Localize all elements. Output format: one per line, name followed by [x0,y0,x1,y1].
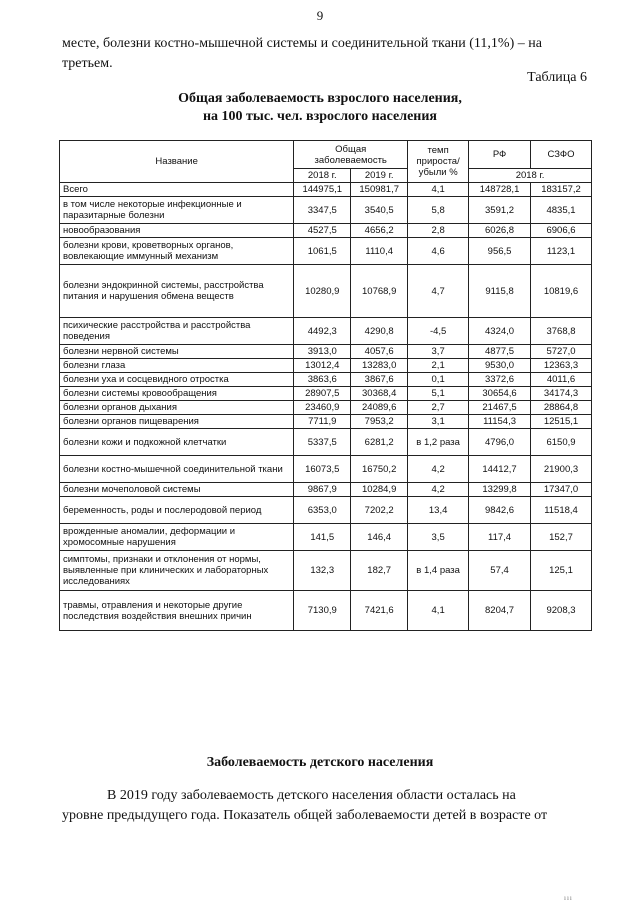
growth-rate-cell: 3,1 [408,415,469,429]
rf-value-cell: 4324,0 [469,318,531,345]
growth-rate-cell: 5,8 [408,197,469,224]
value-2019-cell: 24089,6 [351,401,408,415]
row-name-cell: болезни глаза [60,359,294,373]
value-2018-cell: 1061,5 [294,238,351,265]
row-name-cell: врожденные аномалии, деформации и хромосомные нарушения [60,524,294,551]
szfo-value-cell: 10819,6 [531,265,592,318]
rf-value-cell: 9842,6 [469,497,531,524]
rf-value-cell: 8204,7 [469,591,531,631]
paragraph-line: В 2019 году заболеваемость детского населения области осталась на [107,788,516,803]
table-row [60,429,592,456]
row-name-cell: симптомы, признаки и отклонения от нормы, выявленные при клинических и лабораторных исследованиях [60,551,294,591]
rf-value-cell: 13299,8 [469,483,531,497]
value-2019-cell: 146,4 [351,524,408,551]
value-2019-cell: 10768,9 [351,265,408,318]
row-name-cell: болезни системы кровообращения [60,387,294,401]
rf-value-cell: 956,5 [469,238,531,265]
szfo-value-cell: 12363,3 [531,359,592,373]
row-name-cell: болезни крови, кроветворных органов, вовлекающие иммунный механизм [60,238,294,265]
table-row [60,524,592,551]
szfo-value-cell: 6906,6 [531,224,592,238]
szfo-value-cell: 4011,6 [531,373,592,387]
table-row [60,551,592,591]
table-row [60,265,592,318]
value-2018-cell: 132,3 [294,551,351,591]
row-name-cell: болезни костно-мышечной соединительной ткани [60,456,294,483]
growth-rate-cell: 13,4 [408,497,469,524]
intro-line: месте, болезни костно-мышечной системы и соединительной ткани (11,1%) – на [62,36,542,51]
value-2018-cell: 3347,5 [294,197,351,224]
growth-rate-cell: 2,7 [408,401,469,415]
value-2019-cell: 7202,2 [351,497,408,524]
table-title-line: Общая заболеваемость взрослого населения, [178,91,462,106]
header-growth-rate [408,141,469,183]
body-paragraph [62,786,587,826]
header-szfo: СЗФО [531,141,592,169]
growth-rate-cell: 5,1 [408,387,469,401]
row-name-cell: новообразования [60,224,294,238]
table-row [60,224,592,238]
header-year-2018: 2018 г. [294,169,351,183]
value-2018-cell: 10280,9 [294,265,351,318]
row-name-cell: психические расстройства и расстройства поведения [60,318,294,345]
value-2019-cell: 7953,2 [351,415,408,429]
rf-value-cell: 14412,7 [469,456,531,483]
page-number: 9 [316,8,324,23]
morbidity-table [59,140,592,631]
growth-rate-cell: 4,2 [408,456,469,483]
szfo-value-cell: 34174,3 [531,387,592,401]
growth-rate-cell: в 1,4 раза [408,551,469,591]
table-body [60,183,592,631]
rf-value-cell: 6026,8 [469,224,531,238]
header-general-line: заболеваемость [314,154,387,166]
header-rate-line: убыли % [418,167,458,178]
header-rf: РФ [469,141,531,169]
szfo-value-cell: 21900,3 [531,456,592,483]
table-row [60,197,592,224]
szfo-value-cell: 28864,8 [531,401,592,415]
row-name-cell: болезни эндокринной системы, расстройства питания и нарушения обмена веществ [60,265,294,318]
value-2018-cell: 4492,3 [294,318,351,345]
row-name-cell: болезни органов пищеварения [60,415,294,429]
value-2018-cell: 5337,5 [294,429,351,456]
growth-rate-cell: 2,1 [408,359,469,373]
value-2019-cell: 7421,6 [351,591,408,631]
table-row [60,497,592,524]
header-year-2018-shared: 2018 г. [469,169,592,183]
szfo-value-cell: 125,1 [531,551,592,591]
row-name-cell: болезни органов дыхания [60,401,294,415]
value-2018-cell: 23460,9 [294,401,351,415]
szfo-value-cell: 183157,2 [531,183,592,197]
value-2019-cell: 4057,6 [351,345,408,359]
value-2019-cell: 30368,4 [351,387,408,401]
szfo-value-cell: 12515,1 [531,415,592,429]
row-name-cell: в том числе некоторые инфекционные и паразитарные болезни [60,197,294,224]
growth-rate-cell: 3,5 [408,524,469,551]
growth-rate-cell: 0,1 [408,373,469,387]
growth-rate-cell: 4,1 [408,591,469,631]
szfo-value-cell: 17347,0 [531,483,592,497]
szfo-value-cell: 4835,1 [531,197,592,224]
table-row [60,238,592,265]
header-general-morbidity [294,141,408,169]
szfo-value-cell: 6150,9 [531,429,592,456]
rf-value-cell: 9115,8 [469,265,531,318]
rf-value-cell: 148728,1 [469,183,531,197]
rf-value-cell: 9530,0 [469,359,531,373]
szfo-value-cell: 3768,8 [531,318,592,345]
value-2019-cell: 3867,6 [351,373,408,387]
growth-rate-cell: -4,5 [408,318,469,345]
value-2018-cell: 7711,9 [294,415,351,429]
row-name-cell: болезни кожи и подкожной клетчатки [60,429,294,456]
paragraph-line: уровне предыдущего года. Показатель общей заболеваемости детей в возрасте от [62,808,548,823]
table-row [60,373,592,387]
table-row [60,456,592,483]
intro-paragraph [62,34,587,74]
table-title-line: на 100 тыс. чел. взрослого населения [202,109,438,124]
value-2018-cell: 16073,5 [294,456,351,483]
header-rate-line: прироста/ [416,156,460,167]
value-2018-cell: 9867,9 [294,483,351,497]
rf-value-cell: 21467,5 [469,401,531,415]
value-2018-cell: 144975,1 [294,183,351,197]
value-2019-cell: 6281,2 [351,429,408,456]
szfo-value-cell: 152,7 [531,524,592,551]
value-2019-cell: 10284,9 [351,483,408,497]
value-2019-cell: 1110,4 [351,238,408,265]
value-2019-cell: 182,7 [351,551,408,591]
footer-mark: ııı [564,894,573,902]
growth-rate-cell: 4,6 [408,238,469,265]
table-row [60,591,592,631]
rf-value-cell: 30654,6 [469,387,531,401]
row-name-cell: болезни уха и сосцевидного отростка [60,373,294,387]
table-row [60,387,592,401]
header-general-line: Общая [335,143,367,155]
value-2018-cell: 28907,5 [294,387,351,401]
growth-rate-cell: в 1,2 раза [408,429,469,456]
table-row [60,401,592,415]
value-2018-cell: 3913,0 [294,345,351,359]
szfo-value-cell: 11518,4 [531,497,592,524]
table-title [0,90,640,126]
rf-value-cell: 11154,3 [469,415,531,429]
szfo-value-cell: 9208,3 [531,591,592,631]
growth-rate-cell: 3,7 [408,345,469,359]
szfo-value-cell: 5727,0 [531,345,592,359]
growth-rate-cell: 4,7 [408,265,469,318]
intro-line: третьем. [62,56,113,71]
value-2018-cell: 3863,6 [294,373,351,387]
table-number: Таблица 6 [527,70,587,85]
table-row [60,483,592,497]
table-row [60,359,592,373]
row-name-cell: беременность, роды и послеродовой период [60,497,294,524]
growth-rate-cell: 2,8 [408,224,469,238]
header-rate-line: темп [427,145,449,156]
value-2019-cell: 16750,2 [351,456,408,483]
rf-value-cell: 3591,2 [469,197,531,224]
row-name-cell: травмы, отравления и некоторые другие последствия воздействия внешних причин [60,591,294,631]
value-2019-cell: 3540,5 [351,197,408,224]
row-name-cell: Всего [60,183,294,197]
value-2019-cell: 4656,2 [351,224,408,238]
rf-value-cell: 117,4 [469,524,531,551]
rf-value-cell: 4877,5 [469,345,531,359]
value-2018-cell: 6353,0 [294,497,351,524]
table-row [60,183,592,197]
growth-rate-cell: 4,1 [408,183,469,197]
table-row [60,318,592,345]
rf-value-cell: 3372,6 [469,373,531,387]
value-2019-cell: 150981,7 [351,183,408,197]
value-2018-cell: 141,5 [294,524,351,551]
value-2019-cell: 13283,0 [351,359,408,373]
value-2018-cell: 4527,5 [294,224,351,238]
row-name-cell: болезни мочеполовой системы [60,483,294,497]
rf-value-cell: 57,4 [469,551,531,591]
table-row [60,345,592,359]
header-year-2019: 2019 г. [351,169,408,183]
szfo-value-cell: 1123,1 [531,238,592,265]
value-2018-cell: 7130,9 [294,591,351,631]
table-row [60,415,592,429]
growth-rate-cell: 4,2 [408,483,469,497]
header-name: Название [60,141,294,183]
value-2018-cell: 13012,4 [294,359,351,373]
section-title: Заболеваемость детского населения [206,755,434,770]
value-2019-cell: 4290,8 [351,318,408,345]
row-name-cell: болезни нервной системы [60,345,294,359]
rf-value-cell: 4796,0 [469,429,531,456]
